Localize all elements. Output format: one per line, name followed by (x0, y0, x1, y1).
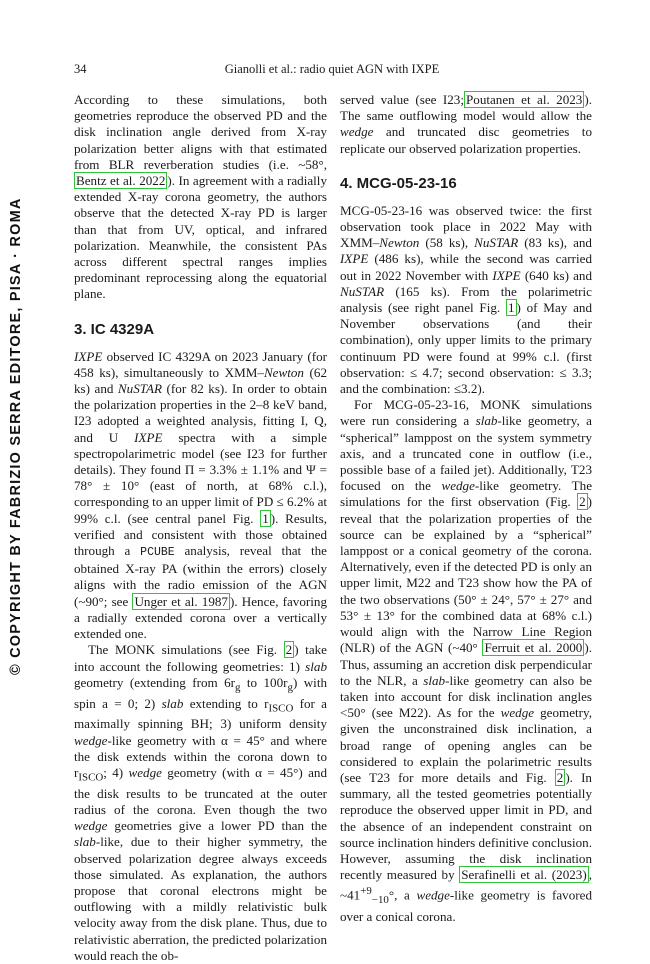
section-heading: 4. MCG-05-23-16 (340, 174, 457, 192)
citation-link[interactable]: Ferruit et al. 2000 (484, 640, 583, 656)
figure-link[interactable]: 2 (579, 494, 586, 510)
section-heading: 3. IC 4329A (74, 320, 155, 338)
page-number: 34 (74, 62, 87, 76)
figure-link[interactable]: 1 (262, 510, 269, 526)
paragraph: served value (see I23; Poutanen et al. 2023 ). The same outflowing model would allow the wedge and truncated disc geometries to replicate our observed polarization properties. (340, 92, 592, 156)
left-column (74, 92, 327, 964)
citation-link[interactable]: Poutanen et al. 2023 (465, 92, 583, 107)
paragraph: IXPE observed IC 4329A on 2023 January (for 458 ks), simultaneously to XMM–Newton (62 ks) and NuSTAR (for 82 ks). In order to obtain the polarization properties in the 2–8 keV band, I23 adopted a weighted analysis, fitting I, Q, and U IXPE spectra with a simple spectropolarimetric model (see I23 for further details). They found Π = 3.3% ± 1.1% and Ψ = 78° ± 10° (east of north, at 68% c.l.), corresponding to an upper limit of PD ≤ 6.2% at 99% c.l. (see central panel Fig. 1 ). Results, verified and consistent with those obtained through a PCUBE analysis, reveal that the obtained X-ray PA (within the errors) closely aligns with the radio emission of the AGN (~90°; see Unger et al. 1987 ). Hence, favoring a radially extended corona over a vertically extended one. (74, 348, 328, 642)
paragraph: For MCG-05-23-16, MONK simulations were run considering a slab-like geometry, a “spherical” lamppost on the system symmetry axis, and a truncated cone in outflow (i.e., possible base of a failed jet). Additionally, T23 focused on the wedge-like geometry. The simulations for the first observation (Fig. 2 ) reveal that the polarization properties of the source can be explained by a “spherical” lamppost or a conical geometry of the corona. Alternatively, even if the detected PD is only an upper limit, M22 and T23 show how the PA of the two observations (50° ± 24°, 57° ± 27° and 53° ± 13° for the combined data at 68% c.l.) would align with the Narrow Line Region (NLR) of the AGN (~40° Ferruit et al. 2000 ). Thus, assuming an accretion disk perpendicular to the NLR, a slab-like geometry can also be taken into account for disk inclination angles <50° (see M22). As for the wedge geometry, given the unconstrained disk inclination, a broad range of opening angles can be considered to explain the polarimetric results (see T23 for more details and Fig. 2 ). In summary, all the tested geometries potentially reproduce the observed upper limit in PD, and the absence of an independent constraint on source inclination hinders definitive conclusion. However, assuming the disk inclination recently measured by Serafinelli et al. (2023) , $\sim 41^{+9}_{-10}^\circ$, a wedge-like geometry is favored over a conical corona. (340, 397, 593, 924)
citation-link[interactable]: Bentz et al. 2022 (76, 173, 166, 189)
copyright-text: © COPYRIGHT BY FABRIZIO SERRA EDITORE, PISA · ROMA (8, 197, 24, 675)
software-name: PCUBE (140, 546, 175, 560)
running-header (74, 62, 590, 78)
figure-link[interactable]: 2 (556, 769, 564, 785)
figure-link[interactable]: 1 (507, 300, 515, 316)
paragraph: The MONK simulations (see Fig. 2 ) take into account the following geometries: 1) slab geometry (extending from $6r_g$ to $100r_g$) with spin a = 0; 2) slab extending to $r_{ISCO}$ for a maximally spinning BH; 3) uniform density wedge-like geometry with α = 45° and where the disk extends within the corona down to $r_{ISCO}$; 4) wedge geometry (with α = 45°) and the disk results to be truncated at the outer radius of the corona. Even though the two wedge geometries give a lower PD than the slab-like, due to their higher symmetry, the observed polarization degree always exceeds those simulated. As explanation, the authors propose that coronal electrons might be outflowing with a mildly relativistic bulk velocity away from the disk plane. Thus, due to relativistic aberration, the predicted polarization would reach the ob- (74, 642, 328, 963)
copyright-sidebar (8, 197, 28, 695)
running-title: Gianolli et al.: radio quiet AGN with IXPE (224, 62, 440, 76)
paragraph: According to these simulations, both geometries reproduce the observed PD and the disk inclination angle derived from X-ray polarization better aligns with that estimated from BLR reverberation studies (i.e. ~58°, Bentz et al. 2022 ). In agreement with a radially extended X-ray corona geometry, the authors observe that the detected X-ray PD is larger than that from UV, optical, and infrared polarization. Meanwhile, the consistent PAs across different spectral ranges implies predominant reprocessing along the equatorial plane. (74, 92, 327, 302)
right-column (340, 92, 592, 925)
citation-link[interactable]: Unger et al. 1987 (134, 593, 228, 609)
figure-link[interactable]: 2 (285, 642, 293, 658)
paragraph: MCG-05-23-16 was observed twice: the first observation took place in 2022 May with XMM–Newton (58 ks), NuSTAR (83 ks), and IXPE (486 ks), while the second was carried out in 2022 November with IXPE (640 ks) and NuSTAR (165 ks). From the polarimetric analysis (see right panel Fig. 1 ) of May and November observations (and their combination), only upper limits to the primary continuum PD were found at 99% c.l. (first observation: ≤ 4.7; second observation: ≤ 3.3; and the combination: ≤3.2). (340, 202, 593, 397)
citation-link[interactable]: Serafinelli et al. (2023) (461, 867, 587, 883)
